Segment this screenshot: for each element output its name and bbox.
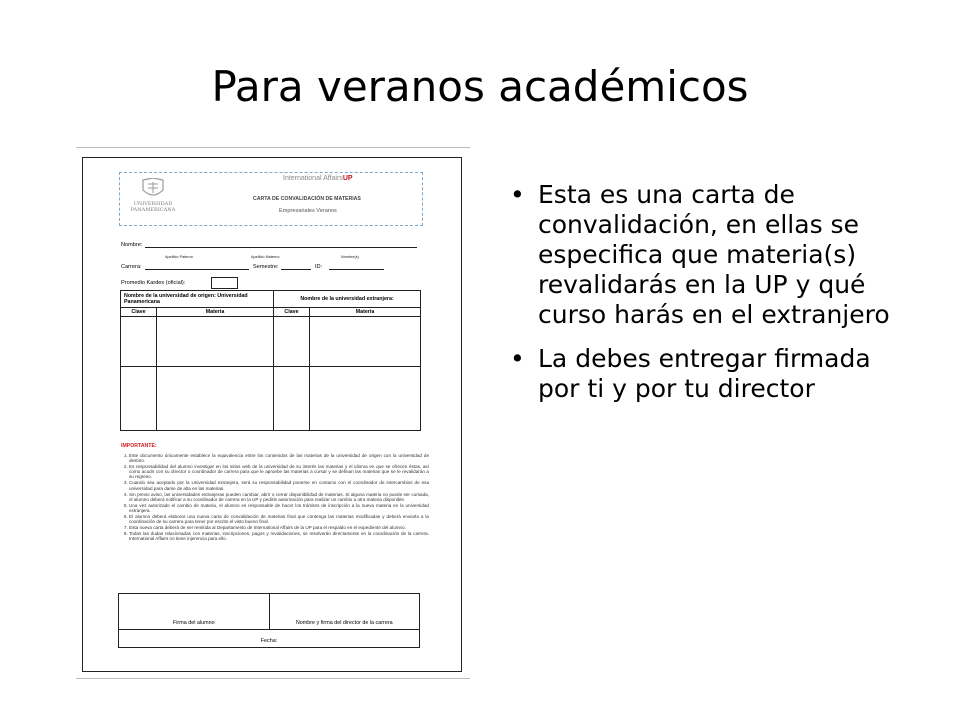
carrera-line — [145, 269, 249, 270]
col-clave-foreign: Clave — [274, 308, 310, 317]
form-subtitle: Empresariales Veranos — [279, 208, 337, 214]
university-logo — [123, 178, 183, 213]
note-item: 7. Esta nueva carta deberá de ser remitida al Departamento de International Affairs de la UP para el respaldo en el expediente del alumno. — [129, 525, 429, 530]
logo-line-2: PANAMERICANA — [130, 206, 176, 213]
note-item: 2. Es responsabilidad del alumno investigar en los sitios web de la universidad de su interés las materias y el idioma en que se ofrecen éstas, así como acudir con su director o coordinador de carrera para que le apruebe las materias a cursar y se definan las materias que se le revalidarán a su regreso. — [129, 464, 429, 479]
important-notes — [121, 453, 429, 543]
promedio-box — [211, 277, 238, 289]
note-item: 1. Este documento únicamente establece la equivalencia entre los contenidos de las materias de la universidad de origen con la universidad de destino. — [129, 453, 429, 463]
frame-top-rule — [76, 147, 470, 148]
director-signature: Nombre y firma del director de la carrera — [269, 594, 420, 630]
col-clave-origin: Clave — [121, 308, 157, 317]
slide-title: Para veranos académicos — [211, 62, 749, 111]
bullet-text: Esta es una carta de convalidación, en ellas se especifica que materia(s) revalidarás en la UP y qué curso harás en el extranjero — [538, 180, 890, 329]
important-title: IMPORTANTE: — [121, 443, 157, 449]
bullet-text: La debes entregar firmada por ti y por tu director — [538, 344, 871, 403]
brand-suffix: UP — [342, 175, 353, 182]
foreign-header: Nombre de la universidad extranjera: — [274, 291, 421, 308]
bullet-list — [510, 180, 890, 418]
origin-header: Nombre de la universidad de origen: Universidad Panamericana — [121, 291, 274, 308]
col-materia-foreign: Materia — [310, 308, 421, 317]
brand-prefix: International Affairs — [283, 175, 343, 182]
form-title: CARTA DE CONVALIDACIÓN DE MATERIAS — [253, 196, 361, 202]
semestre-line — [281, 269, 311, 270]
brand-label — [283, 176, 353, 182]
note-item: 8. Todas las dudas relacionadas con materias, inscripciones, pagos y revalidaciones, se resolverán directamente en la coordinación de la carrera. International Affairs no tiene injerencia para ello. — [129, 531, 429, 541]
sub-nombres: Nombre(s) — [341, 255, 359, 259]
bullet-dot-icon: • — [510, 344, 525, 373]
nombre-line — [145, 247, 417, 248]
bullet-dot-icon: • — [510, 180, 525, 209]
promedio-label: Promedio Kardex (oficial): — [121, 280, 186, 286]
logo-emblem-icon — [140, 178, 166, 200]
semestre-label: Semestre: — [253, 264, 279, 270]
carrera-label: Carrera: — [121, 264, 142, 270]
signature-table — [118, 593, 420, 648]
note-item: 6. El alumno deberá elaborar una nueva carta de convalidación de materias final que contenga las materias modificadas y deberá enviarla a la coordinación de su carrera para tener por escrito el visto bueno final. — [129, 514, 429, 524]
col-materia-origin: Materia — [157, 308, 274, 317]
student-signature: Firma del alumno — [119, 594, 270, 630]
note-item: 4. Sin previo aviso, las universidades extranjeras pueden cambiar, abrir o cerrar disponibilidad de materias. Si alguna materia no puede ser cursada, el alumno deberá notificar a su coordinador de carrera en la UP y pedirle autorización para realizar un cambio a otra materia disponible. — [129, 492, 429, 502]
frame-bottom-rule — [76, 678, 470, 679]
bullet-item — [510, 180, 890, 330]
sub-paterno: Apellido Paterno — [165, 255, 193, 259]
convalidation-form — [82, 157, 462, 672]
table-row — [121, 367, 421, 431]
fecha-field: Fecha: — [119, 630, 420, 648]
bullet-item — [510, 344, 890, 404]
logo-line-1: UNIVERSIDAD — [133, 201, 173, 207]
document-image — [76, 147, 470, 680]
id-line — [329, 269, 384, 270]
sub-materno: Apellido Materno — [251, 255, 280, 259]
note-item: 3. Cuando sea aceptado por la Universidad extranjera, será su responsabilidad ponerse en contacto con el coordinador de intercambios de esa universidad para darse de alta en las materias. — [129, 480, 429, 490]
table-row — [121, 317, 421, 367]
nombre-label: Nombre: — [121, 242, 143, 248]
note-item: 5. Una vez autorizado el cambio de materia, el alumno es responsable de hacer los trámites de inscripción a la nueva materia en la universidad extranjera. — [129, 503, 429, 513]
subjects-table — [120, 290, 421, 431]
id-label: ID: — [315, 264, 323, 270]
